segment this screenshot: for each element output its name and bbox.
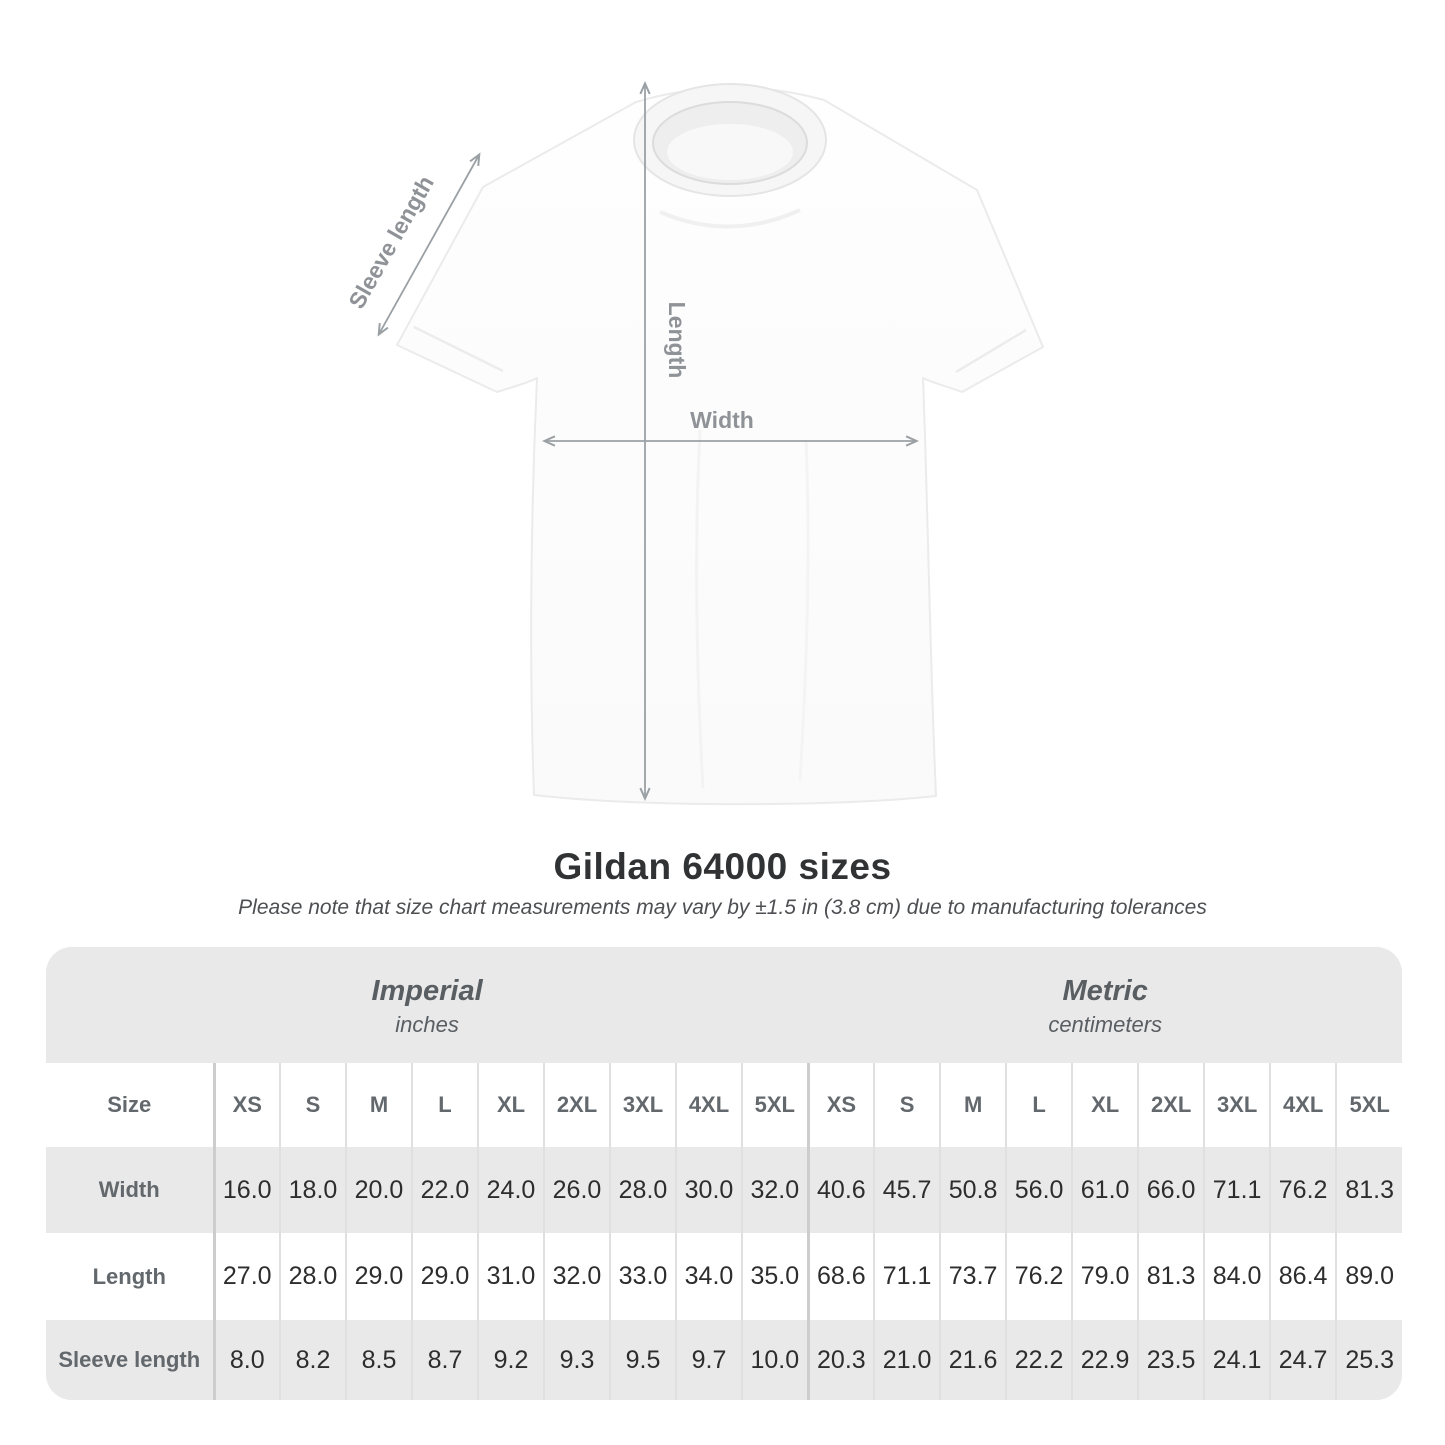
size-header-cell: S bbox=[874, 1063, 940, 1147]
measurement-cell: 31.0 bbox=[478, 1233, 544, 1320]
measurement-cell: 29.0 bbox=[412, 1233, 478, 1320]
measurement-cell: 24.7 bbox=[1270, 1320, 1336, 1400]
measurement-cell: 24.0 bbox=[478, 1147, 544, 1233]
measurement-row-label: Length bbox=[92, 1263, 166, 1289]
unit-name: Imperial bbox=[371, 975, 483, 1008]
measurement-cell: 22.0 bbox=[412, 1147, 478, 1233]
tshirt-collar bbox=[634, 84, 826, 196]
measurement-cell: 86.4 bbox=[1270, 1233, 1336, 1320]
unit-subtitle: centimeters bbox=[1048, 1011, 1163, 1037]
size-header-cell: 3XL bbox=[610, 1063, 676, 1147]
measurement-cell: 35.0 bbox=[742, 1233, 808, 1320]
size-header-cell: XS bbox=[808, 1063, 874, 1147]
measurement-cell: 9.3 bbox=[544, 1320, 610, 1400]
width-label: Width bbox=[690, 407, 754, 433]
measurement-cell: 84.0 bbox=[1204, 1233, 1270, 1320]
measurement-cell: 18.0 bbox=[280, 1147, 346, 1233]
measurement-row-sleeve-length bbox=[46, 1320, 1402, 1400]
size-header-cell: 5XL bbox=[1336, 1063, 1402, 1147]
size-table bbox=[46, 947, 1402, 1400]
measurement-cell: 8.0 bbox=[214, 1320, 280, 1400]
sleeve-length-label: Sleeve length bbox=[343, 171, 439, 313]
measurement-cell: 22.2 bbox=[1006, 1320, 1072, 1400]
measurement-cell: 29.0 bbox=[346, 1233, 412, 1320]
size-header-cell: XL bbox=[1072, 1063, 1138, 1147]
unit-group-header-imperial bbox=[46, 947, 808, 1063]
measurement-cell: 9.7 bbox=[676, 1320, 742, 1400]
size-header-cell: 5XL bbox=[742, 1063, 808, 1147]
measurement-cell: 73.7 bbox=[940, 1233, 1006, 1320]
size-header-cell: S bbox=[280, 1063, 346, 1147]
measurement-cell: 81.3 bbox=[1336, 1147, 1402, 1233]
measurement-cell: 22.9 bbox=[1072, 1320, 1138, 1400]
measurement-cell: 66.0 bbox=[1138, 1147, 1204, 1233]
tolerance-note: Please note that size chart measurements may vary by ±1.5 in (3.8 cm) due to manufacturing tolerances bbox=[238, 896, 1207, 919]
measurement-cell: 23.5 bbox=[1138, 1320, 1204, 1400]
measurement-cell: 56.0 bbox=[1006, 1147, 1072, 1233]
measurement-cell: 8.5 bbox=[346, 1320, 412, 1400]
measurement-cell: 25.3 bbox=[1336, 1320, 1402, 1400]
size-header-cell: 4XL bbox=[1270, 1063, 1336, 1147]
size-chart-table bbox=[46, 947, 1402, 1400]
measurement-cell: 61.0 bbox=[1072, 1147, 1138, 1233]
size-table-body bbox=[46, 947, 1402, 1400]
measurement-cell: 40.6 bbox=[808, 1147, 874, 1233]
measurement-cell: 76.2 bbox=[1270, 1147, 1336, 1233]
size-header-cell: L bbox=[412, 1063, 478, 1147]
measurement-cell: 8.7 bbox=[412, 1320, 478, 1400]
unit-subtitle: inches bbox=[395, 1011, 459, 1037]
size-corner-label: Size bbox=[107, 1092, 152, 1117]
size-header-cell: M bbox=[346, 1063, 412, 1147]
size-header-cell: M bbox=[940, 1063, 1006, 1147]
unit-name: Metric bbox=[1062, 975, 1148, 1008]
measurement-row-width bbox=[46, 1147, 1402, 1233]
unit-header-row bbox=[46, 947, 1402, 1063]
measurement-row-label: Sleeve length bbox=[58, 1347, 201, 1372]
page-title: Gildan 64000 sizes bbox=[553, 846, 892, 887]
size-header-cell: L bbox=[1006, 1063, 1072, 1147]
measurement-cell: 28.0 bbox=[280, 1233, 346, 1320]
measurement-cell: 45.7 bbox=[874, 1147, 940, 1233]
measurement-cell: 76.2 bbox=[1006, 1233, 1072, 1320]
measurement-cell: 21.6 bbox=[940, 1320, 1006, 1400]
measurement-cell: 28.0 bbox=[610, 1147, 676, 1233]
measurement-cell: 9.5 bbox=[610, 1320, 676, 1400]
measurement-cell: 20.3 bbox=[808, 1320, 874, 1400]
measurement-cell: 10.0 bbox=[742, 1320, 808, 1400]
measurement-cell: 68.6 bbox=[808, 1233, 874, 1320]
measurement-cell: 32.0 bbox=[544, 1233, 610, 1320]
size-header-cell: XS bbox=[214, 1063, 280, 1147]
measurement-cell: 81.3 bbox=[1138, 1233, 1204, 1320]
measurement-cell: 16.0 bbox=[214, 1147, 280, 1233]
measurement-cell: 34.0 bbox=[676, 1233, 742, 1320]
unit-group-header-metric bbox=[808, 947, 1402, 1063]
measurement-row-length bbox=[46, 1233, 1402, 1320]
tshirt-body-shape bbox=[397, 84, 1043, 804]
measurement-cell: 89.0 bbox=[1336, 1233, 1402, 1320]
measurement-cell: 71.1 bbox=[1204, 1147, 1270, 1233]
measurement-cell: 9.2 bbox=[478, 1320, 544, 1400]
measurement-cell: 79.0 bbox=[1072, 1233, 1138, 1320]
measurement-cell: 20.0 bbox=[346, 1147, 412, 1233]
measurement-row-label: Width bbox=[98, 1177, 160, 1202]
measurement-cell: 50.8 bbox=[940, 1147, 1006, 1233]
measurement-cell: 24.1 bbox=[1204, 1320, 1270, 1400]
size-header-cell: 4XL bbox=[676, 1063, 742, 1147]
measurement-cell: 8.2 bbox=[280, 1320, 346, 1400]
measurement-cell: 71.1 bbox=[874, 1233, 940, 1320]
measurement-cell: 27.0 bbox=[214, 1233, 280, 1320]
size-header-row bbox=[46, 1063, 1402, 1147]
size-header-cell: 2XL bbox=[544, 1063, 610, 1147]
size-header-cell: 2XL bbox=[1138, 1063, 1204, 1147]
size-header-cell: XL bbox=[478, 1063, 544, 1147]
length-label: Length bbox=[664, 301, 690, 379]
size-header-cell: 3XL bbox=[1204, 1063, 1270, 1147]
measurement-cell: 21.0 bbox=[874, 1320, 940, 1400]
measurement-cell: 32.0 bbox=[742, 1147, 808, 1233]
measurement-cell: 33.0 bbox=[610, 1233, 676, 1320]
measurement-cell: 26.0 bbox=[544, 1147, 610, 1233]
measurement-cell: 30.0 bbox=[676, 1147, 742, 1233]
